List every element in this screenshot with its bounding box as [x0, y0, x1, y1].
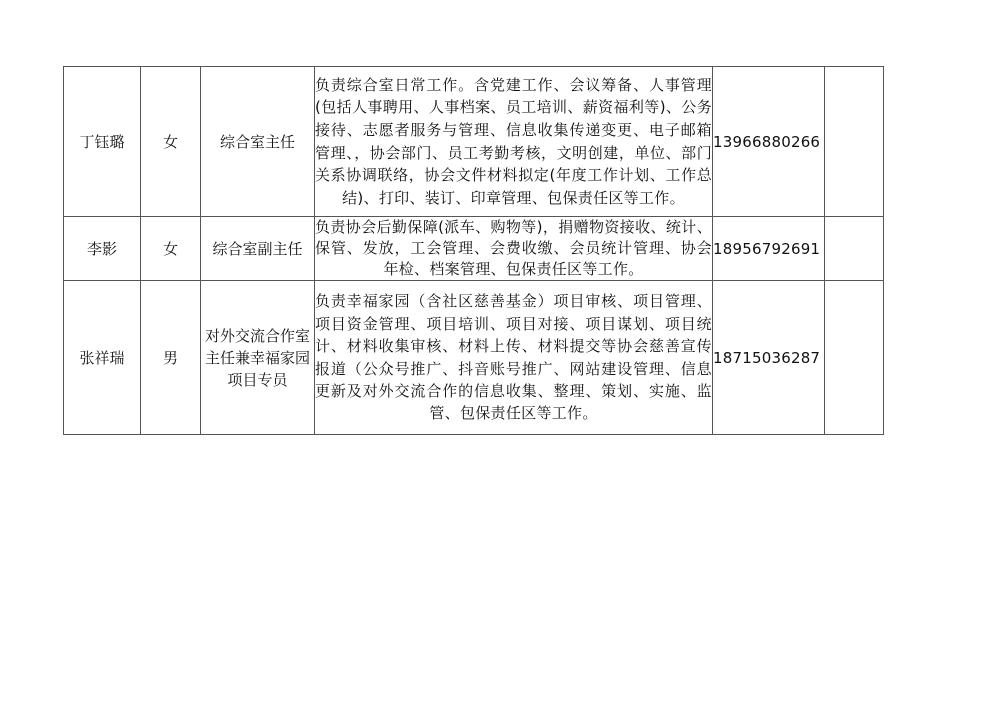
position-text: 综合室主任	[219, 132, 295, 151]
duties-cell: 负责幸福家园（含社区慈善基金）项目审核、项目管理、项目资金管理、项目培训、项目对接、项目谋划、项目统计、材料收集审核、材料上传、材料提交等协会慈善宣传报道（公众号推广、抖音账号推广、网站建设管理、信息更新及对外交流合作的信息收集、整理、策划、实施、监管、包保责任区等工作。	[315, 281, 713, 435]
position-text: 综合室副主任	[212, 239, 303, 258]
table-row	[64, 67, 884, 217]
position-cell	[201, 217, 315, 281]
staff-duty-table	[63, 66, 884, 435]
name-cell: 李影	[64, 217, 141, 281]
phone-cell: 18715036287	[713, 281, 825, 435]
gender-cell: 女	[141, 217, 201, 281]
duties-cell: 负责综合室日常工作。含党建工作、会议筹备、人事管理(包括人事聘用、人事档案、员工培训、薪资福利等)、公务接待、志愿者服务与管理、信息收集传递变更、电子邮箱管理、，协会部门、员工考勤考核，文明创建，单位、部门关系协调联络，协会文件材料拟定(年度工作计划、工作总结)、打印、装订、印章管理、包保责任区等工作。	[315, 67, 713, 217]
empty-cell	[825, 67, 884, 217]
position-text: 对外交流合作室主任兼幸福家园项目专员	[204, 326, 310, 389]
duties-cell: 负责协会后勤保障(派车、购物等)，捐赠物资接收、统计、保管、发放，工会管理、会费收缴、会员统计管理、协会年检、档案管理、包保责任区等工作。	[315, 217, 713, 281]
name-cell: 丁钰璐	[64, 67, 141, 217]
phone-cell: 18956792691	[713, 217, 825, 281]
table-row	[64, 217, 884, 281]
phone-cell: 13966880266	[713, 67, 825, 217]
name-cell: 张祥瑞	[64, 281, 141, 435]
gender-cell: 男	[141, 281, 201, 435]
gender-cell: 女	[141, 67, 201, 217]
empty-cell	[825, 281, 884, 435]
table-row	[64, 281, 884, 435]
position-cell	[201, 281, 315, 435]
empty-cell	[825, 217, 884, 281]
position-cell	[201, 67, 315, 217]
